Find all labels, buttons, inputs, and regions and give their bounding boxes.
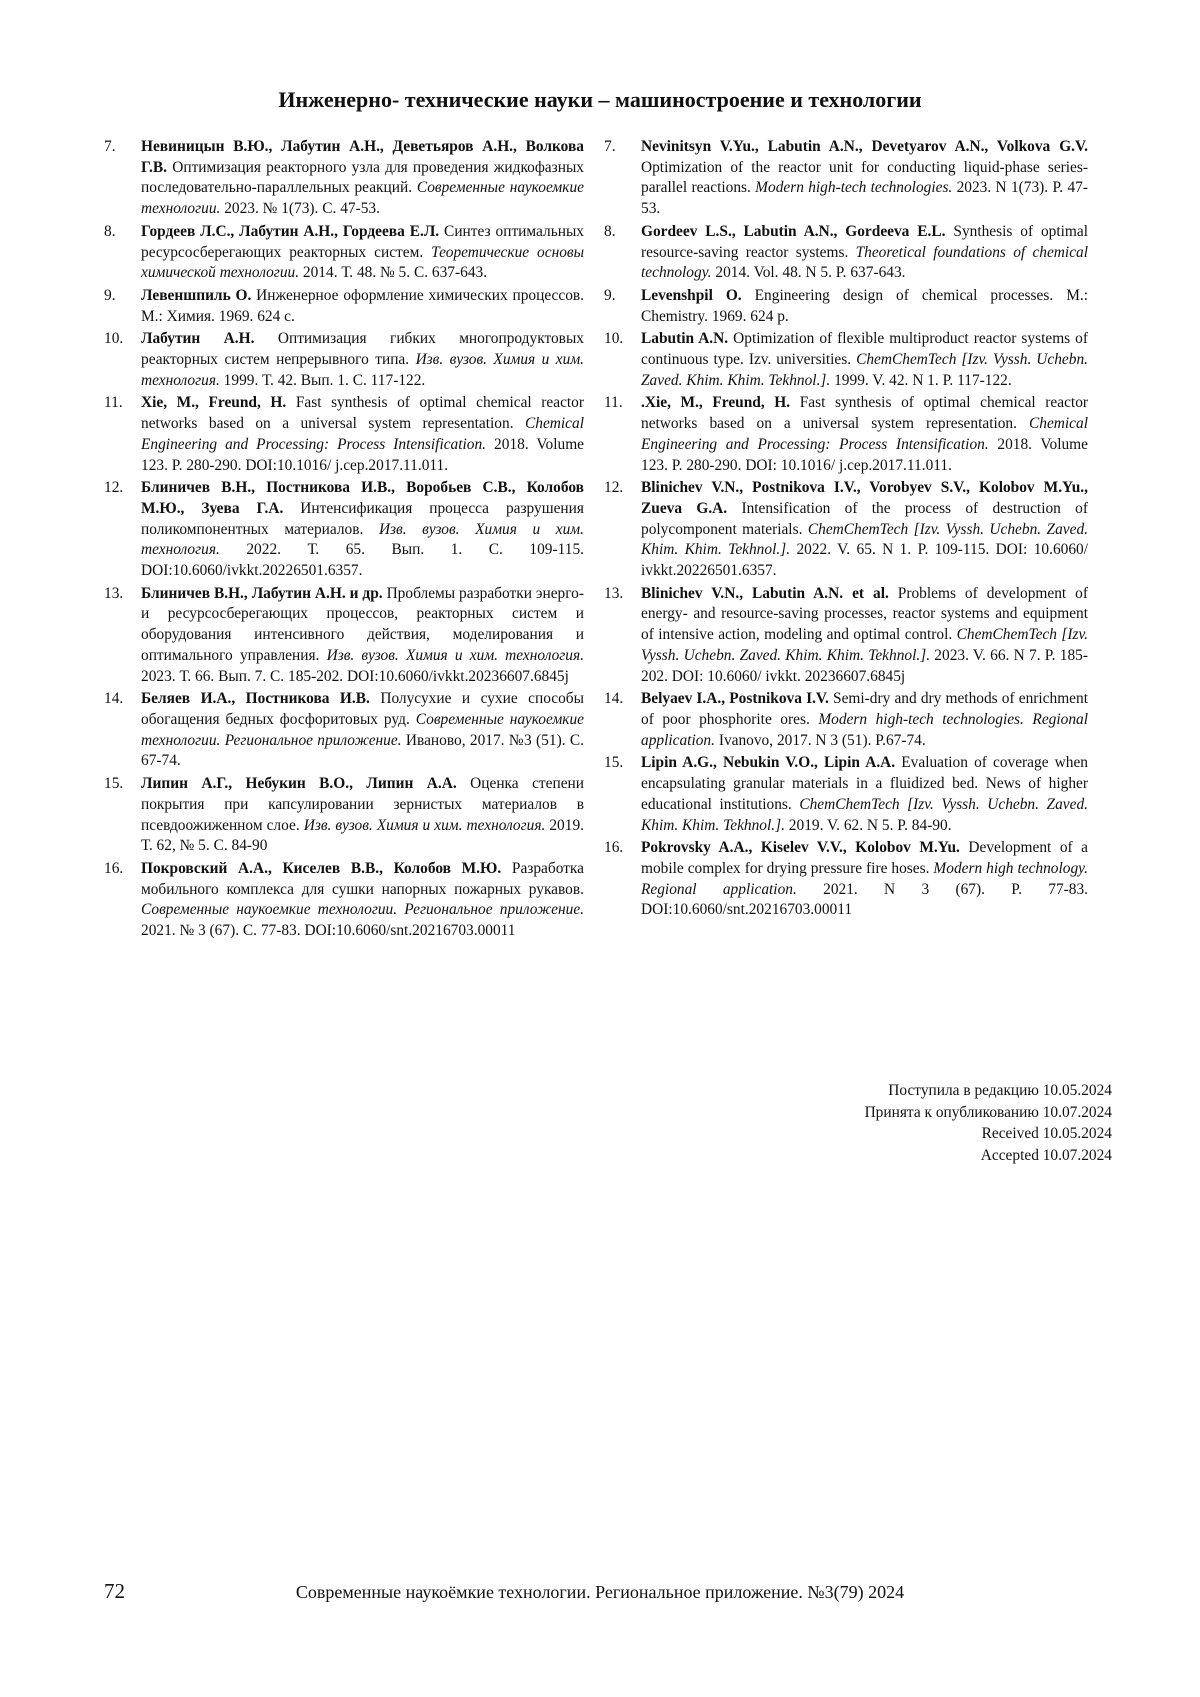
reference-item: [104, 774, 584, 857]
reference-item: [604, 329, 1088, 391]
reference-number: 10.: [104, 330, 124, 348]
reference-item: [604, 838, 1088, 921]
reference-item: [604, 286, 1088, 327]
received-date-ru: Поступила в редакцию 10.05.2024: [888, 1082, 1112, 1099]
reference-authors: Pokrovsky A.A., Kiselev V.V., Kolobov M.Yu.: [641, 839, 960, 857]
reference-text: Проблемы разработки энерго- и ресурсосберегающих процессов, реакторных систем и оборудования интенсивного действия, моделирования и оптимального управления.: [141, 584, 585, 664]
reference-authors: Блиничев В.Н., Лабутин А.Н. и др.: [141, 584, 383, 602]
reference-tail: 2023. V. 66. N 7. P. 185-202. DOI: 10.6060/ ivkkt. 20236607.6845j: [641, 646, 1088, 685]
reference-text: Engineering design of chemical processes. M.: Chemistry. 1969. 624 p.: [641, 286, 1088, 325]
reference-tail: 2018. Volume 123. P. 280-290. DOI: 10.1016/ j.cep.2017.11.011.: [641, 435, 1088, 474]
reference-number: 13.: [604, 584, 624, 602]
reference-number: 16.: [604, 839, 624, 857]
reference-item: [604, 393, 1088, 476]
reference-item: [104, 222, 584, 284]
reference-item: [104, 329, 584, 391]
reference-tail: 2023. Т. 66. Вып. 7. С. 185-202. DOI:10.6060/ivkkt.20236607.6845j: [141, 667, 569, 685]
reference-authors: Belyaev I.A., Postnikova I.V.: [641, 690, 829, 708]
reference-journal: Chemical Engineering and Processing: Process Intensification.: [141, 415, 584, 453]
reference-authors: Гордеев Л.С., Лабутин А.Н., Гордеева Е.Л.: [141, 222, 440, 240]
reference-number: 12.: [604, 479, 624, 497]
reference-authors: Лабутин А.Н.: [141, 330, 255, 348]
reference-tail: 2019. Т. 62, № 5. С. 84-90: [141, 816, 584, 855]
reference-text: Оценка степени покрытия при капсулировании зернистых материалов в псевдоожиженном слое.: [141, 775, 584, 834]
received-date-en: Received 10.05.2024: [981, 1125, 1112, 1142]
reference-text: Полусухие и сухие способы обогащения бедных фосфоритовых руд.: [141, 690, 584, 728]
reference-journal: Modern high-tech technologies.: [755, 179, 953, 197]
reference-journal: Изв. вузов. Химия и хим. технология.: [141, 520, 584, 559]
reference-item: [104, 286, 584, 327]
reference-number: 15.: [604, 754, 624, 772]
reference-journal: ChemChemTech [Izv. Vyssh. Uchebn. Zaved. Khim. Khim. Tekhnol.].: [641, 520, 1089, 559]
submission-dates: [865, 1080, 1112, 1166]
reference-text: Интенсификация процесса разрушения поликомпонентных материалов.: [141, 499, 584, 538]
reference-number: 11.: [604, 394, 623, 412]
references-list-english: [604, 137, 1088, 923]
reference-tail: 2019. V. 62. N 5. P. 84-90.: [784, 816, 952, 834]
reference-journal: Современные наукоемкие технологии. Региональное приложение.: [141, 710, 585, 749]
reference-journal: Изв. вузов. Химия и хим. технология.: [141, 351, 584, 389]
reference-number: 8.: [104, 222, 116, 240]
reference-journal: Изв. вузов. Химия и хим. технология.: [303, 816, 546, 834]
reference-authors: Gordeev L.S., Labutin A.N., Gordeeva E.L.: [641, 222, 946, 240]
footer-journal-title: Современные наукоёмкие технологии. Региональное приложение. №3(79) 2024: [295, 1582, 905, 1602]
reference-number: 7.: [104, 138, 116, 155]
reference-authors: Labutin A.N.: [641, 330, 729, 348]
reference-number: 9.: [604, 286, 616, 304]
reference-text: Intensification of the process of destruction of polycomponent materials.: [641, 499, 1088, 538]
reference-number: 15.: [104, 775, 124, 793]
reference-journal: Modern high-tech technologies. Regional application.: [641, 710, 1088, 749]
reference-tail: Ivanovo, 2017. N 3 (51). P.67-74.: [714, 731, 926, 749]
reference-journal: Chemical Engineering and Processing: Process Intensification.: [641, 415, 1088, 453]
reference-text: Инженерное оформление химических процессов. М.: Химия. 1969. 624 с.: [141, 286, 585, 325]
reference-journal: Современные наукоемкие технологии.: [141, 179, 584, 218]
accepted-date-ru: Принята к опубликованию 10.07.2024: [864, 1103, 1112, 1121]
reference-text: Оптимизация гибких многопродуктовых реакторных систем непрерывного типа.: [141, 330, 584, 369]
reference-item: [104, 393, 584, 476]
reference-authors: .Xie, M., Freund, H.: [641, 394, 791, 412]
reference-authors: Невиницын В.Ю., Лабутин А.Н., Деветьяров А.Н., Волкова Г.В.: [141, 138, 584, 176]
reference-authors: Блиничев В.Н., Постникова И.В., Воробьев С.В., Колобов М.Ю., Зуева Г.А.: [141, 479, 584, 517]
reference-journal: ChemChemTech [Izv. Vyssh. Uchebn. Zaved. Khim. Khim. Tekhnol.].: [641, 351, 1088, 389]
reference-text: Optimization of the reactor unit for conducting liquid-phase series-parallel reactions.: [641, 158, 1088, 197]
reference-number: 9.: [104, 286, 116, 304]
reference-tail: 2018. Volume 123. P. 280-290. DOI:10.1016/ j.cep.2017.11.011.: [141, 435, 584, 474]
reference-authors: Беляев И.А., Постникова И.В.: [141, 690, 370, 708]
reference-number: 7.: [604, 138, 616, 155]
reference-number: 12.: [104, 479, 124, 497]
reference-number: 10.: [604, 330, 624, 348]
page-number: 72: [104, 1579, 125, 1603]
reference-text: Оптимизация реакторного узла для проведения жидкофазных последовательно-параллельных реакций.: [141, 158, 584, 197]
reference-number: 13.: [104, 584, 124, 602]
reference-item: [604, 689, 1088, 751]
reference-item: [604, 137, 1088, 220]
reference-item: [604, 753, 1088, 836]
reference-tail: 2021. № 3 (67). С. 77-83. DOI:10.6060/snt.20216703.00011: [141, 922, 516, 940]
reference-tail: 1999. Т. 42. Вып. 1. С. 117-122.: [219, 371, 426, 389]
reference-text: Semi-dry and dry methods of enrichment of poor phosphorite ores.: [641, 690, 1088, 728]
reference-journal: Современные наукоемкие технологии. Региональное приложение.: [141, 901, 584, 919]
reference-journal: ChemChemTech [Izv. Vyssh. Uchebn. Zaved. Khim. Khim. Tekhnol.].: [641, 795, 1088, 834]
reference-text: Fast synthesis of optimal chemical reactor networks based on a universal system representation.: [141, 394, 584, 433]
reference-text: Development of a mobile complex for drying pressure fire hoses.: [641, 839, 1088, 877]
reference-authors: Lipin A.G., Nebukin V.O., Lipin A.A.: [641, 754, 896, 772]
reference-journal: Modern high technology. Regional application.: [641, 859, 1088, 898]
reference-authors: Липин А.Г., Небукин В.О., Липин А.А.: [141, 775, 457, 793]
reference-item: [104, 584, 584, 688]
reference-number: 14.: [604, 690, 624, 708]
reference-text: Optimization of flexible multiproduct reactor systems of continuous type. Izv. universities.: [641, 330, 1088, 369]
reference-tail: 2014. Vol. 48. N 5. P. 637-643.: [711, 264, 906, 282]
reference-authors: Blinichev V.N., Labutin A.N. et al.: [641, 584, 889, 602]
reference-number: 16.: [104, 859, 124, 877]
references-list-russian: [104, 137, 584, 944]
reference-tail: Иваново, 2017. №3 (51). С. 67-74.: [141, 731, 584, 770]
reference-authors: Blinichev V.N., Postnikova I.V., Vorobyev S.V., Kolobov M.Yu., Zueva G.A.: [641, 479, 1088, 517]
reference-number: 11.: [104, 394, 123, 412]
reference-text: Evaluation of coverage when encapsulating granular materials in a fluidized bed. News of higher educational institutions.: [641, 754, 1088, 813]
reference-authors: Левеншпиль О.: [141, 286, 252, 304]
reference-number: 8.: [604, 222, 616, 240]
reference-item: [604, 584, 1088, 688]
reference-number: 14.: [104, 690, 124, 708]
reference-authors: Xie, M., Freund, H.: [141, 394, 287, 412]
reference-tail: 2014. Т. 48. № 5. С. 637-643.: [299, 264, 488, 282]
reference-text: Fast synthesis of optimal chemical reactor networks based on a universal system representation.: [641, 394, 1089, 433]
accepted-date-en: Accepted 10.07.2024: [980, 1146, 1112, 1164]
reference-text: Синтез оптимальных ресурсосберегающих реакторных систем.: [141, 222, 584, 261]
reference-text: Problems of development of energy- and resource-saving processes, reactor systems and equipment of intensive action, modeling and optimal control.: [641, 584, 1088, 644]
reference-journal: Изв. вузов. Химия и хим. технология.: [326, 646, 584, 664]
reference-tail: 1999. V. 42. N 1. P. 117-122.: [830, 371, 1012, 389]
reference-authors: Nevinitsyn V.Yu., Labutin A.N., Devetyarov A.N., Volkova G.V.: [641, 138, 1088, 155]
reference-authors: Levenshpil O.: [641, 286, 742, 304]
reference-tail: 2023. № 1(73). С. 47-53.: [220, 200, 380, 218]
reference-item: [604, 478, 1088, 582]
reference-tail: 2021. N 3 (67). P. 77-83. DOI:10.6060/snt.20216703.00011: [641, 880, 1089, 919]
reference-item: [604, 222, 1088, 284]
reference-item: [104, 859, 584, 942]
reference-tail: 2022. Т. 65. Вып. 1. С. 109-115. DOI:10.6060/ivkkt.20226501.6357.: [141, 541, 584, 580]
reference-item: [104, 689, 584, 772]
reference-journal: ChemChemTech [Izv. Vyssh. Uchebn. Zaved. Khim. Khim. Tekhnol.].: [641, 626, 1089, 664]
reference-item: [104, 137, 584, 220]
reference-journal: Теоретические основы химической технологии.: [141, 243, 585, 282]
reference-journal: Theoretical foundations of chemical technology.: [641, 243, 1089, 282]
reference-text: Разработка мобильного комплекса для сушки напорных пожарных рукавов.: [141, 859, 584, 898]
reference-tail: 2022. V. 65. N 1. P. 109-115. DOI: 10.6060/ ivkkt.20226501.6357.: [641, 541, 1088, 580]
reference-text: Synthesis of optimal resource-saving reactor systems.: [641, 222, 1088, 261]
reference-authors: Покровский А.А., Киселев В.В., Колобов М.Ю.: [141, 859, 502, 877]
running-header-title: Инженерно- технические науки – машиностроение и технологии: [278, 87, 922, 112]
reference-item: [104, 478, 584, 582]
reference-tail: 2023. N 1(73). P. 47-53.: [641, 179, 1088, 218]
